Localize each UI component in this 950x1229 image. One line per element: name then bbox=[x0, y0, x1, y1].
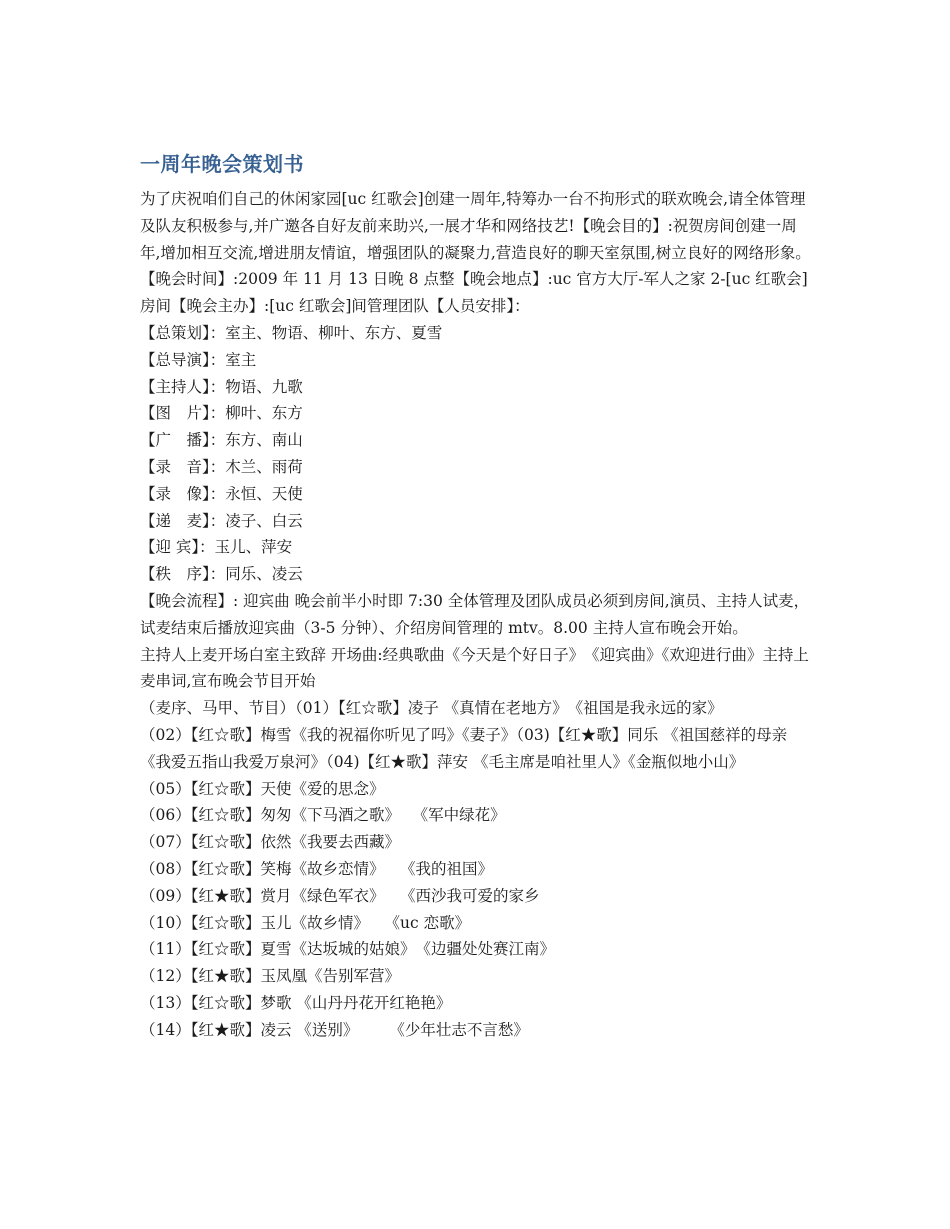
staff-director: 【总导演】：室主 bbox=[140, 350, 257, 369]
staff-host: 【主持人】：物语、九歌 bbox=[140, 377, 303, 396]
paragraph-program-flow: 【晚会流程】: 迎宾曲 晚会前半小时即 7:30 全体管理及团队成员必须到房间,演员、主持人试麦，试麦结束后播放迎宾曲（3-5 分钟）、介绍房间管理的 mtv。8.00 主持人宣布晚会开始。 bbox=[140, 591, 810, 637]
staff-welcome: 【迎 宾】：玉儿、萍安 bbox=[140, 538, 293, 557]
program-item: （05）【红☆歌】天使《爱的思念》 bbox=[140, 779, 385, 798]
document-page bbox=[140, 148, 815, 1044]
program-item: （12）【红★歌】玉凤凰《告别军营》 bbox=[140, 967, 400, 986]
program-item: （09）【红★歌】赏月《绿色军衣》 《西沙我可爱的家乡 bbox=[140, 886, 540, 905]
paragraph-time-location: 【晚会时间】:2009 年 11 月 13 日晚 8 点整【晚会地点】:uc 官方大厅-军人之家 2-[uc 红歌会]房间【晚会主办】:[uc 红歌会]间管理团队【人员安排】： bbox=[140, 270, 808, 316]
paragraph-opening: 主持人上麦开场白室主致辞 开场曲:经典歌曲《今天是个好日子》 《迎宾曲》《欢迎进行曲》主持上麦串词,宣布晚会节目开始 bbox=[140, 645, 809, 691]
staff-pictures: 【图 片】：柳叶、东方 bbox=[140, 404, 303, 423]
program-item: （13）【红☆歌】梦歌 《山丹丹花开红艳艳》 bbox=[140, 993, 452, 1012]
program-item: （02）【红☆歌】梅雪《我的祝福你听见了吗》《妻子》（03)【红★歌】同乐 《祖国慈祥的母亲《我爱五指山我爱万泉河》（04)【红★歌】萍安 《毛主席是咱社里人》《金瓶似地小山》 bbox=[140, 725, 788, 771]
staff-general-planner: 【总策划】：室主、物语、柳叶、东方、夏雪 bbox=[140, 323, 443, 342]
document-title: 一周年晚会策划书 bbox=[140, 152, 304, 176]
program-item: （14）【红★歌】凌云 《送别》 《少年壮志不言愁》 bbox=[140, 1020, 529, 1039]
document-body bbox=[140, 186, 815, 1044]
staff-broadcast: 【广 播】：东方、南山 bbox=[140, 431, 303, 450]
staff-order: 【秩 序】：同乐、凌云 bbox=[140, 565, 303, 584]
program-item: （麦序、马甲、节目）（01）【红☆歌】凌子 《真情在老地方》 《祖国是我永远的家》 bbox=[140, 699, 723, 718]
program-item: （11）【红☆歌】夏雪《达坂城的姑娘》 《边疆处处赛江南》 bbox=[140, 940, 555, 959]
program-item: （10）【红☆歌】玉儿《故乡情》 《uc 恋歌》 bbox=[140, 913, 471, 932]
program-item: （08）【红☆歌】笑梅《故乡恋情》 《我的祖国》 bbox=[140, 859, 493, 878]
program-item: （06）【红☆歌】匆匆《下马酒之歌》 《军中绿花》 bbox=[140, 806, 506, 825]
staff-video-recording: 【录 像】：永恒、天使 bbox=[140, 484, 303, 503]
paragraph-intro: 为了庆祝咱们自己的休闲家园[uc 红歌会]创建一周年,特筹办一台不拘形式的联欢晚会,请全体管理及队友积极参与,并广邀各自好友前来助兴,一展才华和网络技艺!【晚会目的】:祝贺房间创建一周年,增加相互交流,增进朋友情谊，增强团队的凝聚力,营造良好的聊天室氛围,树立良好的网络形象。 bbox=[140, 190, 811, 262]
staff-mic-passing: 【递 麦】：凌子、白云 bbox=[140, 511, 303, 530]
staff-audio-recording: 【录 音】：木兰、雨荷 bbox=[140, 457, 303, 476]
program-item: （07）【红☆歌】依然《我要去西藏》 bbox=[140, 833, 400, 852]
